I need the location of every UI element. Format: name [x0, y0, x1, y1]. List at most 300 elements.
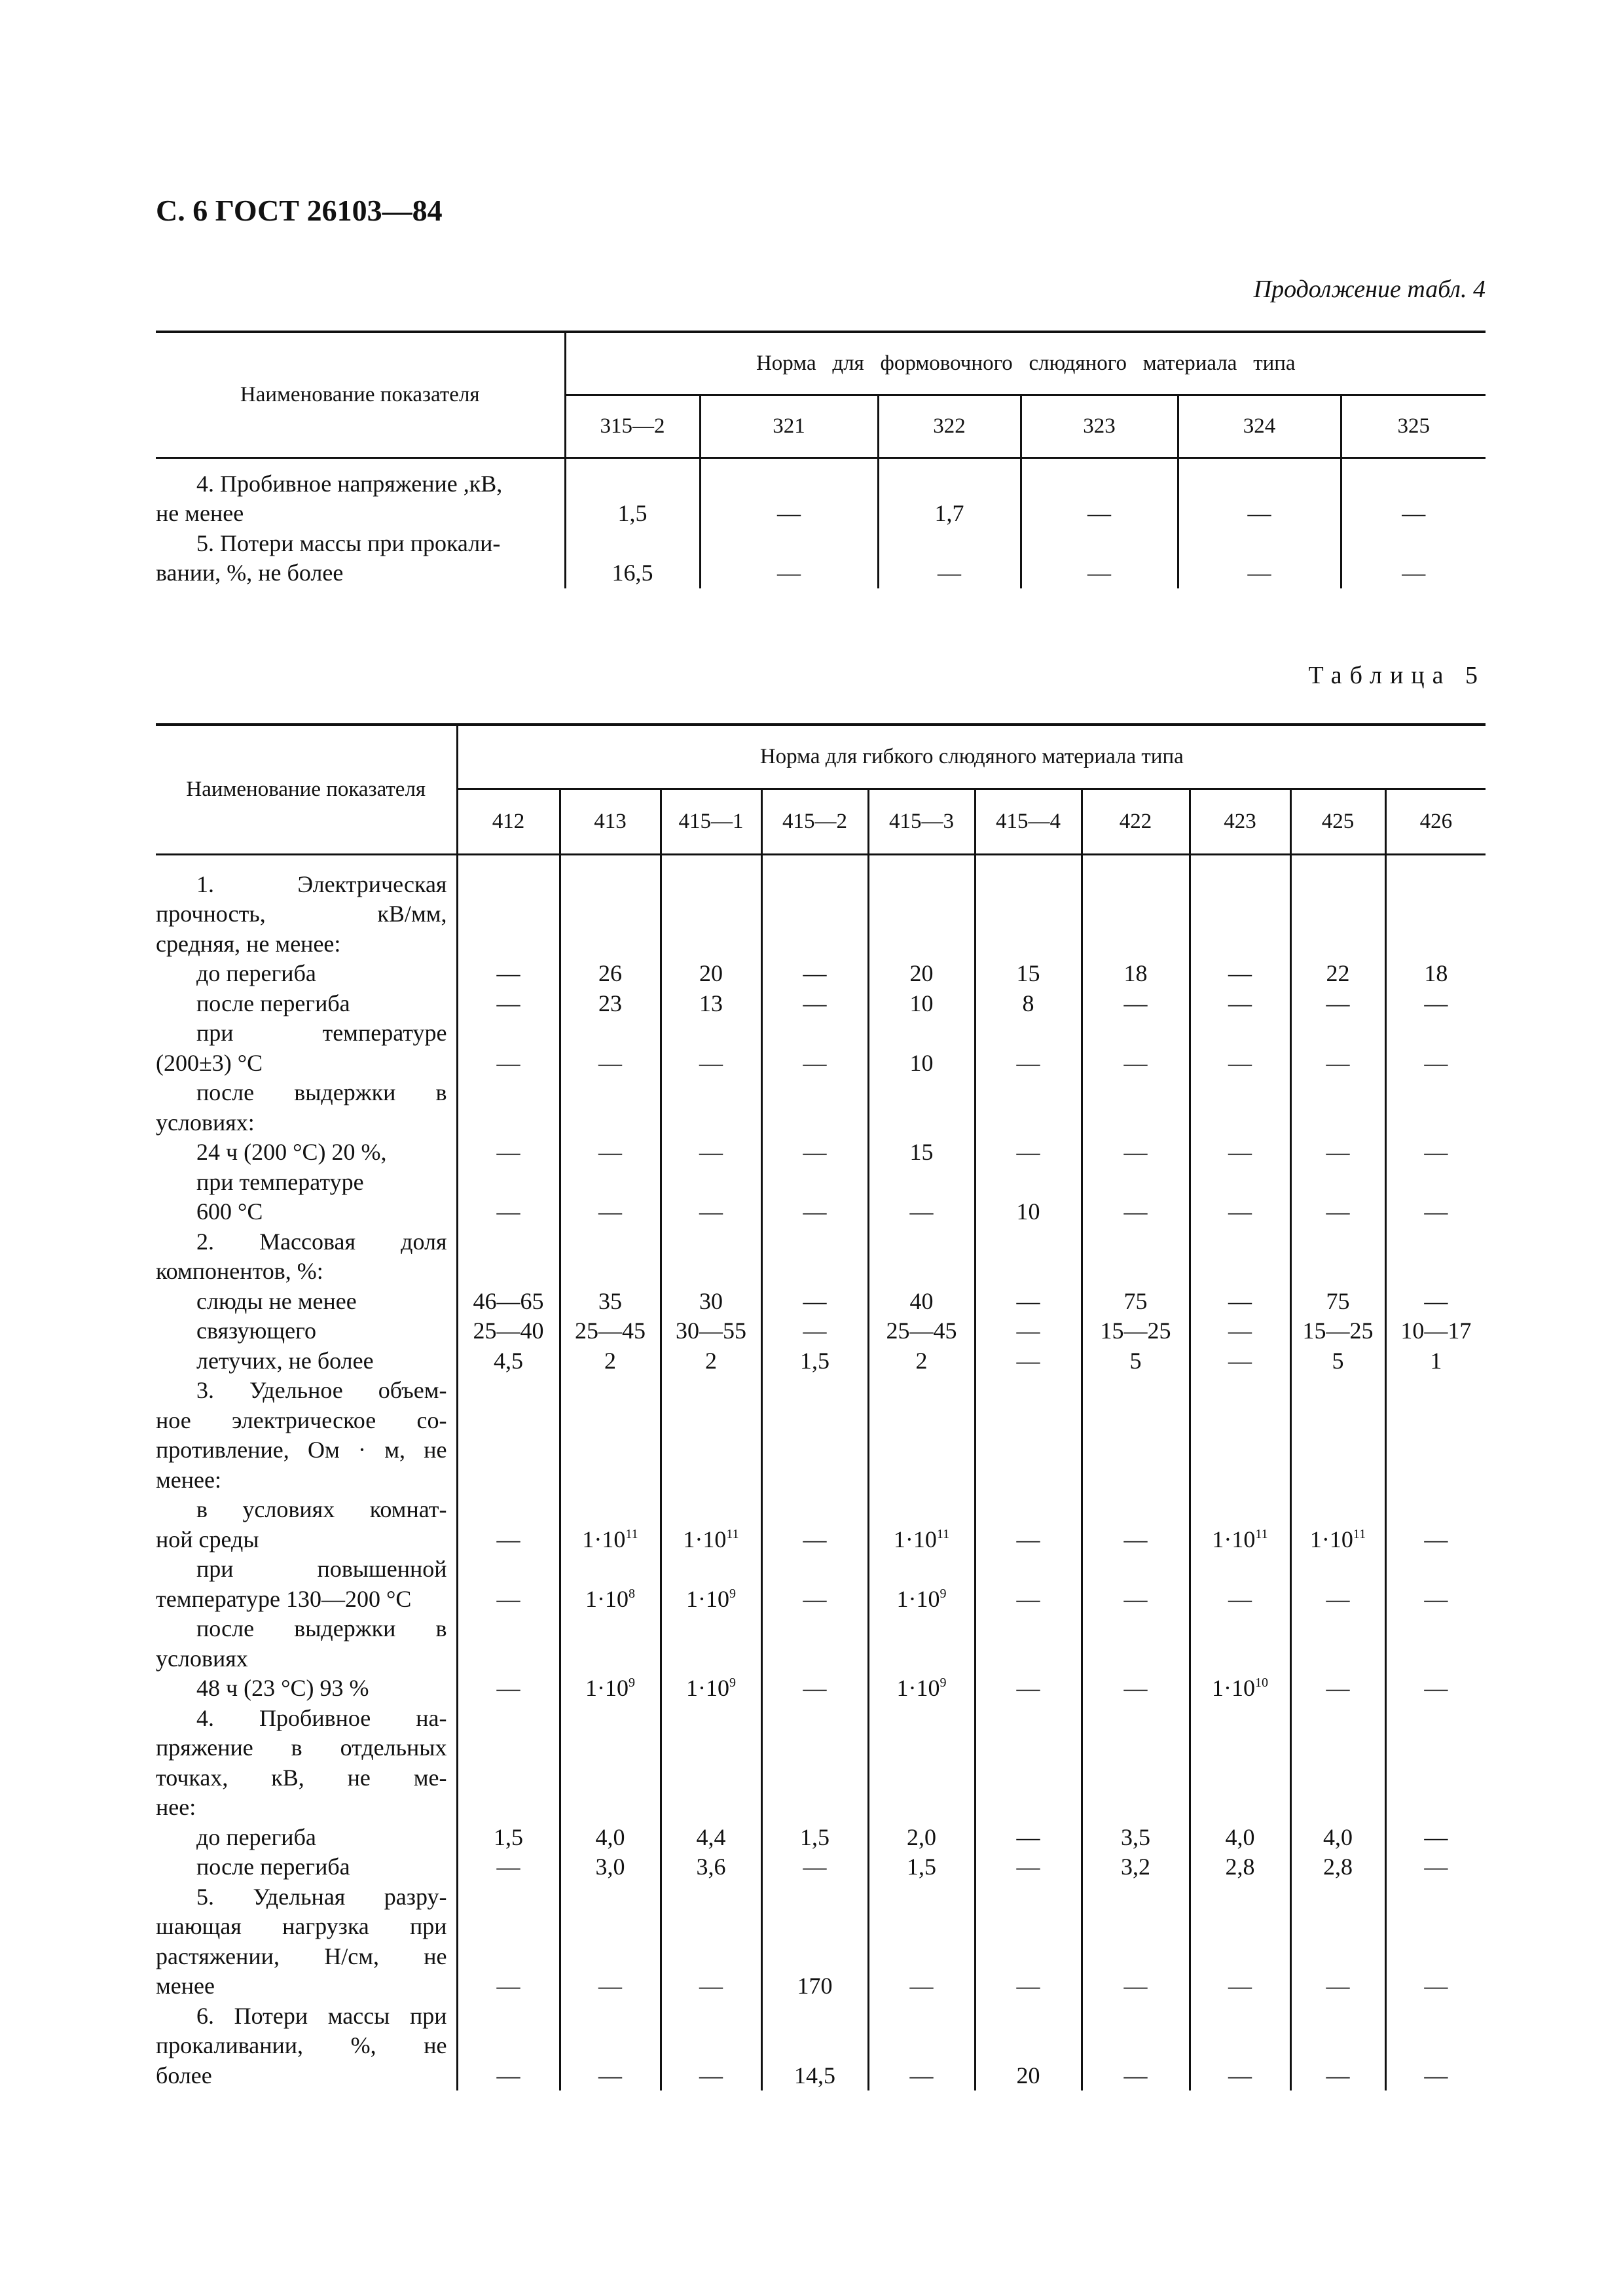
- type-header: 426: [1385, 789, 1486, 854]
- type-header: 415—1: [661, 789, 761, 854]
- value: [1083, 1793, 1189, 1823]
- value: —: [1424, 1585, 1448, 1612]
- value: [1083, 1733, 1189, 1763]
- value: [1387, 1912, 1486, 1942]
- value: —: [1228, 1139, 1252, 1165]
- value: [1083, 2001, 1189, 2032]
- value: [976, 1733, 1081, 1763]
- indicator-line: прочность, кВ/мм,: [156, 901, 447, 927]
- column-header-indicator: Наименование показателя: [156, 725, 457, 854]
- value: $1\cdot 10^8$: [585, 1585, 635, 1612]
- value: [1387, 1376, 1486, 1406]
- value: [1387, 1882, 1486, 1912]
- value: [869, 1465, 974, 1496]
- value: [1292, 1108, 1385, 1138]
- value: 10—17: [1400, 1318, 1472, 1344]
- value: [662, 2001, 761, 2032]
- value: [561, 1435, 660, 1465]
- value: [1083, 1406, 1189, 1436]
- value: [1387, 2001, 1486, 2032]
- value: [662, 1406, 761, 1436]
- value: —: [803, 1198, 827, 1225]
- value: [869, 1554, 974, 1585]
- value: —: [1326, 1049, 1350, 1076]
- value: [561, 1465, 660, 1496]
- value: [1292, 1406, 1385, 1436]
- value: [1292, 1614, 1385, 1644]
- value: —: [496, 1973, 520, 1999]
- value: —: [598, 1198, 622, 1225]
- indicator-line: ной среды: [156, 1526, 259, 1552]
- value: [763, 1733, 867, 1763]
- value: [763, 1554, 867, 1585]
- value: [1083, 1942, 1189, 1972]
- value: [1292, 870, 1385, 900]
- value: [561, 1406, 660, 1436]
- value: —: [699, 1139, 723, 1165]
- value: [763, 1644, 867, 1674]
- value: [763, 2031, 867, 2061]
- value: —: [1402, 560, 1426, 586]
- value: 1,5: [800, 1347, 830, 1374]
- value: [1191, 1495, 1290, 1525]
- value: [662, 1435, 761, 1465]
- value: —: [1123, 990, 1148, 1016]
- value: [662, 929, 761, 960]
- value: —: [1123, 1526, 1148, 1552]
- indicator-line: 24 ч (200 °С) 20 %,: [196, 1139, 387, 1165]
- value: [458, 1733, 559, 1763]
- indicator-line: после перегиба: [196, 990, 350, 1016]
- indicator-line: летучих, не более: [196, 1347, 374, 1374]
- value: [976, 1495, 1081, 1525]
- value: [561, 870, 660, 900]
- value: [561, 1257, 660, 1287]
- value: 2,0: [907, 1823, 936, 1850]
- value: 23: [598, 990, 622, 1016]
- value: $1\cdot 10^9$: [896, 1585, 947, 1612]
- value: [1083, 1108, 1189, 1138]
- value: [976, 2001, 1081, 2032]
- value: [976, 1704, 1081, 1734]
- indicator-line: связующего: [196, 1318, 316, 1344]
- value: [869, 899, 974, 929]
- value: 5: [1129, 1347, 1142, 1374]
- value: [1191, 870, 1290, 900]
- value: —: [496, 1675, 520, 1701]
- value: 25—45: [886, 1318, 957, 1344]
- value: [1191, 1793, 1290, 1823]
- value: —: [1228, 1198, 1252, 1225]
- value: [662, 1376, 761, 1406]
- value: $1\cdot 10^9$: [896, 1675, 947, 1701]
- value: [561, 1168, 660, 1198]
- value: [869, 1733, 974, 1763]
- value: [976, 1793, 1081, 1823]
- value: [1083, 1763, 1189, 1793]
- value: [1083, 1614, 1189, 1644]
- value: —: [1326, 1675, 1350, 1701]
- value: $1\cdot 10^9$: [585, 1675, 635, 1701]
- value: —: [777, 560, 801, 586]
- value: [662, 1644, 761, 1674]
- value: [1387, 1793, 1486, 1823]
- value-cell: [1385, 854, 1486, 2090]
- type-header: 324: [1178, 395, 1341, 457]
- value: [1083, 870, 1189, 900]
- value: [458, 1465, 559, 1496]
- value: 2: [915, 1347, 928, 1374]
- value: [869, 1614, 974, 1644]
- value: [1292, 1435, 1385, 1465]
- value: —: [1123, 1675, 1148, 1701]
- indicator-line: 600 °С: [196, 1198, 263, 1225]
- value: —: [1016, 1585, 1040, 1612]
- value: [1387, 1554, 1486, 1585]
- value: [1191, 1704, 1290, 1734]
- value: 15—25: [1100, 1318, 1171, 1344]
- value: [976, 870, 1081, 900]
- type-header: 423: [1190, 789, 1290, 854]
- value: —: [699, 1198, 723, 1225]
- value: 5: [1332, 1347, 1344, 1374]
- indicator-line: растяжении, Н/см, не: [156, 1943, 447, 1969]
- value: [1387, 1644, 1486, 1674]
- value: [1191, 2031, 1290, 2061]
- value: 15: [1016, 960, 1040, 986]
- value: [662, 1227, 761, 1257]
- value: [763, 870, 867, 900]
- value: —: [1087, 500, 1111, 526]
- indicator-line: после выдержки в: [196, 1079, 447, 1105]
- value: [1191, 1763, 1290, 1793]
- table5-caption: Таблица 5: [1308, 662, 1486, 689]
- value: [458, 1257, 559, 1287]
- value: [458, 1435, 559, 1465]
- value: —: [803, 990, 827, 1016]
- value: [1292, 1554, 1385, 1585]
- value: [976, 899, 1081, 929]
- value: 2,8: [1323, 1854, 1353, 1880]
- value: [1191, 1435, 1290, 1465]
- value: —: [699, 1049, 723, 1076]
- type-header: 425: [1290, 789, 1385, 854]
- value: 4,0: [1323, 1823, 1353, 1850]
- value: [1292, 1763, 1385, 1793]
- value: [1387, 1435, 1486, 1465]
- value: [869, 1227, 974, 1257]
- value: [1191, 1257, 1290, 1287]
- value: —: [598, 2062, 622, 2089]
- value: 20: [1016, 2062, 1040, 2089]
- value: [561, 1942, 660, 1972]
- value: —: [803, 1675, 827, 1701]
- value: [763, 1435, 867, 1465]
- value: —: [598, 1049, 622, 1076]
- value: 1,7: [934, 500, 964, 526]
- value: $1\cdot 10^{10}$: [1212, 1675, 1268, 1701]
- value: [1191, 1644, 1290, 1674]
- value: —: [1016, 1854, 1040, 1880]
- indicator-line: 4. Пробивное на-: [196, 1704, 447, 1731]
- value: —: [1326, 2062, 1350, 2089]
- value: [976, 1435, 1081, 1465]
- value: —: [1016, 1287, 1040, 1314]
- value: [763, 1406, 867, 1436]
- value: [561, 1793, 660, 1823]
- value: [1083, 2031, 1189, 2061]
- value: [763, 2001, 867, 2032]
- value: [662, 1257, 761, 1287]
- value: 46—65: [473, 1287, 544, 1314]
- value: [1292, 2001, 1385, 2032]
- indicator-line: 3. Удельное объем-: [196, 1377, 447, 1403]
- table-row: [156, 457, 1486, 588]
- value: —: [1123, 1049, 1148, 1076]
- value: [869, 1376, 974, 1406]
- value: [1292, 1465, 1385, 1496]
- value: [976, 1257, 1081, 1287]
- value: 1,5: [800, 1823, 830, 1850]
- value: [662, 870, 761, 900]
- value: [1387, 1704, 1486, 1734]
- value: [763, 1882, 867, 1912]
- value: —: [803, 1287, 827, 1314]
- value: [1083, 929, 1189, 960]
- indicator-line: при температуре: [196, 1020, 447, 1046]
- value: 15: [909, 1139, 934, 1165]
- value: [763, 1018, 867, 1049]
- value: [662, 1168, 761, 1198]
- value: [1191, 1406, 1290, 1436]
- indicator-line: после перегиба: [196, 1854, 350, 1880]
- value: —: [1326, 1973, 1350, 1999]
- indicator-line: условиях: [156, 1645, 248, 1672]
- value: [1083, 1257, 1189, 1287]
- value: [1387, 1406, 1486, 1436]
- value: [976, 1376, 1081, 1406]
- value: [1191, 1614, 1290, 1644]
- value-cell: [868, 854, 975, 2090]
- value: —: [1016, 1139, 1040, 1165]
- value: 170: [797, 1973, 833, 1999]
- value: —: [1424, 1823, 1448, 1850]
- value: [1191, 1168, 1290, 1198]
- value: [662, 1465, 761, 1496]
- value: [458, 1018, 559, 1049]
- value: [1292, 1644, 1385, 1674]
- value: [561, 1763, 660, 1793]
- type-header: 422: [1082, 789, 1190, 854]
- value: $1\cdot 10^{11}$: [683, 1526, 739, 1552]
- table-4: [156, 331, 1486, 588]
- indicator-line: 1. Электрическая: [196, 870, 447, 897]
- page-header: С. 6 ГОСТ 26103—84: [156, 194, 443, 227]
- value: 20: [909, 960, 934, 986]
- value: [976, 1465, 1081, 1496]
- value: —: [1228, 1973, 1252, 1999]
- value: [1292, 1168, 1385, 1198]
- value: —: [909, 1198, 934, 1225]
- value: [662, 1733, 761, 1763]
- value: [1083, 1078, 1189, 1108]
- value: [662, 899, 761, 929]
- value: [561, 899, 660, 929]
- value: 30—55: [676, 1318, 746, 1344]
- value: [763, 1704, 867, 1734]
- value: [561, 1227, 660, 1257]
- value: [458, 1704, 559, 1734]
- value: —: [1228, 1585, 1252, 1612]
- value: [1292, 899, 1385, 929]
- value: [1191, 1942, 1290, 1972]
- value: —: [1326, 1198, 1350, 1225]
- value: $1\cdot 10^{11}$: [1212, 1526, 1268, 1552]
- value: [458, 1495, 559, 1525]
- value: [458, 2031, 559, 2061]
- value-cell: [1190, 854, 1290, 2090]
- value: 3,0: [595, 1854, 625, 1880]
- value: [763, 1108, 867, 1138]
- value: [1292, 1078, 1385, 1108]
- indicator-line: (200±3) °С: [156, 1049, 263, 1076]
- value: —: [1016, 1318, 1040, 1344]
- value: [561, 1644, 660, 1674]
- value: —: [1424, 1139, 1448, 1165]
- value: —: [1247, 500, 1271, 526]
- value: [1387, 1257, 1486, 1287]
- value: [458, 1882, 559, 1912]
- value: —: [803, 1854, 827, 1880]
- indicator-line: вании, %, не более: [156, 560, 344, 586]
- norm-header: Норма для гибкого слюдяного материала типа: [457, 725, 1486, 789]
- value-cell: [761, 854, 868, 2090]
- value: [458, 899, 559, 929]
- indicator-line: температуре 130—200 °С: [156, 1585, 412, 1612]
- value: —: [1228, 1049, 1252, 1076]
- value: —: [777, 500, 801, 526]
- value: [1387, 1108, 1486, 1138]
- value: —: [1228, 1287, 1252, 1314]
- value: [976, 1554, 1081, 1585]
- value: [1083, 1465, 1189, 1496]
- value: —: [1424, 1675, 1448, 1701]
- type-header: 322: [878, 395, 1021, 457]
- value: —: [496, 2062, 520, 2089]
- value: —: [496, 960, 520, 986]
- indicator-line: нее:: [156, 1794, 196, 1820]
- value: [662, 2031, 761, 2061]
- value: —: [1424, 1049, 1448, 1076]
- value: —: [1424, 990, 1448, 1016]
- value: [662, 1108, 761, 1138]
- value: [1191, 1108, 1290, 1138]
- value: [976, 1108, 1081, 1138]
- value: [458, 1912, 559, 1942]
- value: [1387, 1614, 1486, 1644]
- value: —: [1326, 990, 1350, 1016]
- value: [869, 1644, 974, 1674]
- value: [763, 899, 867, 929]
- value: [458, 1227, 559, 1257]
- value: [1191, 1376, 1290, 1406]
- value: [1292, 1495, 1385, 1525]
- value-cell: [565, 457, 700, 588]
- value: 20: [699, 960, 723, 986]
- value: [1191, 2001, 1290, 2032]
- value: —: [496, 1049, 520, 1076]
- value: 8: [1022, 990, 1034, 1016]
- value-cell: [1341, 457, 1486, 588]
- type-header: 315—2: [565, 395, 700, 457]
- value: —: [909, 1973, 934, 1999]
- value: —: [1424, 1854, 1448, 1880]
- value: —: [1247, 560, 1271, 586]
- value: [1083, 1168, 1189, 1198]
- value: [1387, 1763, 1486, 1793]
- value: [1191, 1882, 1290, 1912]
- value: —: [909, 2062, 934, 2089]
- type-header: 413: [560, 789, 661, 854]
- indicator-cell: [156, 854, 457, 2090]
- value: [561, 2031, 660, 2061]
- value: 3,6: [696, 1854, 726, 1880]
- value: [869, 1108, 974, 1138]
- value: —: [1424, 1526, 1448, 1552]
- value: [976, 1018, 1081, 1049]
- value: 25—45: [575, 1318, 646, 1344]
- value-cell: [975, 854, 1082, 2090]
- value: [561, 929, 660, 960]
- value: [976, 1227, 1081, 1257]
- value: [869, 1793, 974, 1823]
- value: [1191, 1465, 1290, 1496]
- value: [1387, 1018, 1486, 1049]
- value: —: [1123, 1973, 1148, 1999]
- value: 40: [909, 1287, 934, 1314]
- value: [458, 1554, 559, 1585]
- value: [1191, 929, 1290, 960]
- value: [1292, 1793, 1385, 1823]
- value: 75: [1326, 1287, 1350, 1314]
- value: —: [1016, 1347, 1040, 1374]
- indicator-line: ное электрическое со-: [156, 1407, 447, 1433]
- value: [1387, 1942, 1486, 1972]
- value: —: [496, 1854, 520, 1880]
- type-header: 415—2: [761, 789, 868, 854]
- value: [763, 1912, 867, 1942]
- value: —: [1326, 1139, 1350, 1165]
- indicator-line: 2. Массовая доля: [196, 1228, 447, 1255]
- value: [561, 1018, 660, 1049]
- value: 2: [604, 1347, 616, 1374]
- value: [1191, 1912, 1290, 1942]
- value: —: [803, 960, 827, 986]
- value: —: [803, 1526, 827, 1552]
- value: 18: [1424, 960, 1448, 986]
- value: [1191, 1078, 1290, 1108]
- value: [1191, 1227, 1290, 1257]
- value: —: [1016, 1973, 1040, 1999]
- indicator-line: не менее: [156, 500, 244, 526]
- value: [662, 1704, 761, 1734]
- value: —: [1087, 560, 1111, 586]
- value: [561, 2001, 660, 2032]
- indicator-line: менее:: [156, 1466, 221, 1493]
- value: [763, 1763, 867, 1793]
- value: [458, 1168, 559, 1198]
- value-cell: [457, 854, 560, 2090]
